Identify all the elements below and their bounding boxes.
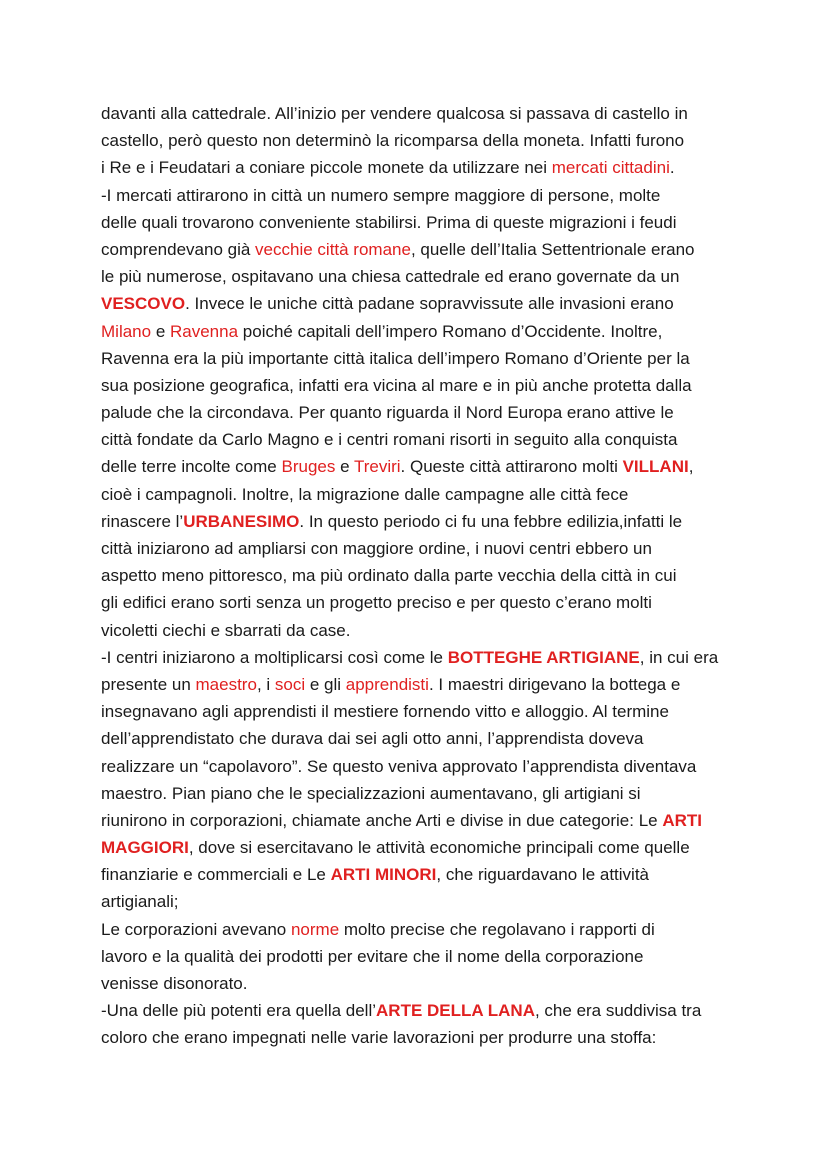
text-line: [101, 834, 741, 861]
highlighted-keyword-bold: URBANESIMO: [183, 511, 300, 531]
text-segment: i Re e i Feudatari a coniare piccole monete da utilizzare nei: [101, 158, 552, 178]
text-segment: insegnavano agli apprendisti il mestiere fornendo vitto e alloggio. Al termine: [101, 702, 669, 722]
text-line: [101, 698, 741, 725]
highlighted-keyword-bold: ARTE DELLA LANA: [376, 1001, 535, 1021]
text-segment: cioè i campagnoli. Inoltre, la migrazione dalle campagne alle città fece: [101, 484, 629, 504]
text-line: [101, 617, 741, 644]
text-line: [101, 345, 741, 372]
text-line: [101, 154, 741, 181]
text-line: [101, 970, 741, 997]
text-line: [101, 644, 741, 671]
text-segment: artigianali;: [101, 892, 179, 912]
highlighted-keyword-bold: BOTTEGHE ARTIGIANE: [447, 647, 640, 667]
highlighted-keyword-bold: VESCOVO: [101, 294, 186, 314]
text-segment: , quelle dell’Italia Settentrionale erano: [410, 239, 695, 259]
text-segment: venisse disonorato.: [101, 974, 248, 993]
text-line: [101, 671, 741, 698]
highlighted-keyword-bold: VILLANI: [622, 457, 689, 477]
document-page: [101, 100, 741, 1052]
text-line: [101, 888, 741, 915]
text-line: [101, 290, 741, 317]
text-line: [101, 318, 741, 345]
text-line: [101, 780, 741, 807]
highlighted-keyword: mercati cittadini: [551, 158, 670, 178]
text-line: [101, 535, 741, 562]
highlighted-keyword: Ravenna: [170, 321, 239, 341]
highlighted-keyword: apprendisti: [345, 674, 429, 694]
text-line: [101, 725, 741, 752]
text-line: [101, 481, 741, 508]
text-segment: poiché capitali dell’impero Romano d’Occidente. Inoltre,: [238, 321, 663, 341]
highlighted-keyword: soci: [274, 674, 306, 694]
text-line: [101, 209, 741, 236]
text-segment: molto precise che regolavano i rapporti di: [339, 919, 655, 939]
text-segment: davanti alla cattedrale. All’inizio per vendere qualcosa si passava di castello in: [101, 104, 688, 123]
text-line: [101, 916, 741, 943]
text-segment: . I maestri dirigevano la bottega e: [428, 674, 681, 694]
text-segment: gli edifici erano sorti senza un progetto preciso e per questo c’erano molti: [101, 593, 652, 613]
text-segment: vicoletti ciechi e sbarrati da case.: [101, 620, 351, 640]
text-line: [101, 100, 741, 127]
text-line: [101, 127, 741, 154]
highlighted-keyword-bold: ARTI: [662, 810, 702, 830]
text-segment: -I centri iniziarono a moltiplicarsi così come le: [101, 647, 448, 667]
text-segment: Le corporazioni avevano: [101, 919, 291, 939]
highlighted-keyword: Bruges: [281, 457, 336, 477]
text-segment: città fondate da Carlo Magno e i centri romani risorti in seguito alla conquista: [101, 430, 678, 450]
text-line: [101, 236, 741, 263]
text-line: [101, 426, 741, 453]
text-segment: -Una delle più potenti era quella dell’: [101, 1001, 377, 1021]
text-segment: e gli: [305, 674, 346, 694]
text-segment: palude che la circondava. Per quanto riguarda il Nord Europa erano attive le: [101, 403, 674, 423]
text-segment: .: [669, 158, 675, 178]
text-segment: , dove si esercitavano le attività economiche principali come quelle: [188, 838, 690, 858]
text-segment: , i: [256, 674, 275, 694]
text-line: [101, 562, 741, 589]
text-segment: e: [335, 457, 354, 477]
text-line: [101, 372, 741, 399]
text-segment: e: [151, 321, 170, 341]
text-segment: coloro che erano impegnati nelle varie lavorazioni per produrre una stoffa:: [101, 1028, 657, 1048]
text-segment: . In questo periodo ci fu una febbre edilizia,infatti le: [299, 511, 683, 531]
text-line: [101, 589, 741, 616]
text-segment: aspetto meno pittoresco, ma più ordinato dalla parte vecchia della città in cui: [101, 566, 677, 586]
text-segment: presente un: [101, 674, 196, 694]
text-segment: lavoro e la qualità dei prodotti per evitare che il nome della corporazione: [101, 946, 644, 966]
text-segment: le più numerose, ospitavano una chiesa cattedrale ed erano governate da un: [101, 267, 680, 287]
text-segment: maestro. Pian piano che le specializzazioni aumentavano, gli artigiani si: [101, 783, 641, 803]
text-segment: , in cui era: [639, 647, 719, 667]
text-line: [101, 399, 741, 426]
highlighted-keyword-bold: MAGGIORI: [101, 838, 189, 858]
text-line: [101, 943, 741, 970]
text-line: [101, 861, 741, 888]
text-segment: delle terre incolte come: [101, 457, 282, 477]
text-segment: sua posizione geografica, infatti era vicina al mare e in più anche protetta dalla: [101, 375, 692, 395]
highlighted-keyword: Milano: [101, 321, 152, 341]
text-line: [101, 807, 741, 834]
text-segment: ,: [688, 457, 694, 477]
text-segment: . Queste città attirarono molti: [400, 457, 623, 477]
text-segment: riunirono in corporazioni, chiamate anche Arti e divise in due categorie: Le: [101, 810, 663, 830]
highlighted-keyword: Treviri: [353, 457, 401, 477]
text-segment: dell’apprendistato che durava dai sei agli otto anni, l’apprendista doveva: [101, 729, 644, 749]
text-segment: , che riguardavano le attività: [436, 865, 650, 885]
text-segment: castello, però questo non determinò la ricomparsa della moneta. Infatti furono: [101, 131, 685, 151]
text-segment: comprendevano già: [101, 239, 256, 259]
text-segment: finanziarie e commerciali e Le: [101, 865, 331, 885]
highlighted-keyword-bold: ARTI MINORI: [330, 865, 437, 885]
text-segment: , che era suddivisa tra: [534, 1001, 702, 1021]
text-segment: città iniziarono ad ampliarsi con maggiore ordine, i nuovi centri ebbero un: [101, 539, 652, 558]
text-segment: -I mercati attirarono in città un numero sempre maggiore di persone, molte: [101, 185, 661, 205]
text-segment: delle quali trovarono conveniente stabilirsi. Prima di queste migrazioni i feudi: [101, 212, 677, 232]
text-line: [101, 508, 741, 535]
text-segment: Ravenna era la più importante città italica dell’impero Romano d’Oriente per la: [101, 348, 690, 368]
text-line: [101, 1024, 741, 1051]
highlighted-keyword: vecchie città romane: [255, 239, 411, 259]
text-segment: realizzare un “capolavoro”. Se questo veniva approvato l’apprendista diventava: [101, 756, 697, 776]
text-segment: . Invece le uniche città padane sopravvissute alle invasioni erano: [185, 294, 674, 314]
text-line: [101, 263, 741, 290]
text-line: [101, 182, 741, 209]
text-line: [101, 753, 741, 780]
text-segment: rinascere l’: [101, 511, 184, 531]
highlighted-keyword: maestro: [195, 674, 257, 694]
text-line: [101, 453, 741, 480]
highlighted-keyword: norme: [290, 919, 340, 939]
text-line: [101, 997, 741, 1024]
